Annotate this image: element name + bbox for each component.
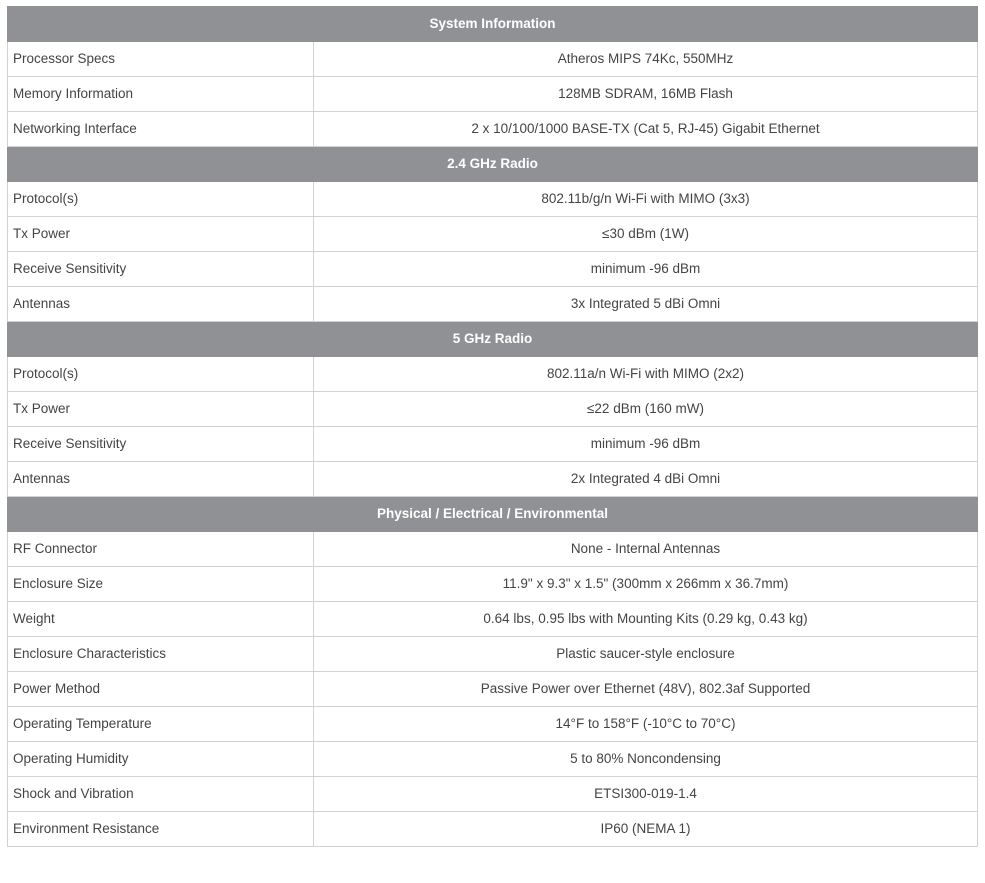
spec-value: 2x Integrated 4 dBi Omni: [314, 462, 978, 497]
table-row: [8, 77, 978, 112]
table-row: [8, 742, 978, 777]
spec-value: ≤30 dBm (1W): [314, 217, 978, 252]
section-title: 2.4 GHz Radio: [8, 147, 978, 182]
spec-label: Receive Sensitivity: [8, 427, 314, 462]
spec-value: 11.9" x 9.3" x 1.5" (300mm x 266mm x 36.7mm): [314, 567, 978, 602]
spec-label: Networking Interface: [8, 112, 314, 147]
spec-value: 802.11a/n Wi-Fi with MIMO (2x2): [314, 357, 978, 392]
spec-value: 5 to 80% Noncondensing: [314, 742, 978, 777]
section-header-row: [8, 7, 978, 42]
spec-value: 14°F to 158°F (-10°C to 70°C): [314, 707, 978, 742]
table-row: [8, 392, 978, 427]
table-row: [8, 637, 978, 672]
spec-value: 0.64 lbs, 0.95 lbs with Mounting Kits (0.29 kg, 0.43 kg): [314, 602, 978, 637]
spec-value: Atheros MIPS 74Kc, 550MHz: [314, 42, 978, 77]
spec-label: Operating Humidity: [8, 742, 314, 777]
table-row: [8, 182, 978, 217]
spec-value: 3x Integrated 5 dBi Omni: [314, 287, 978, 322]
spec-label: Power Method: [8, 672, 314, 707]
section-header-row: [8, 497, 978, 532]
spec-value: None - Internal Antennas: [314, 532, 978, 567]
table-row: [8, 462, 978, 497]
spec-label: Antennas: [8, 462, 314, 497]
section-header-row: [8, 147, 978, 182]
spec-label: Shock and Vibration: [8, 777, 314, 812]
spec-value: 2 x 10/100/1000 BASE-TX (Cat 5, RJ-45) Gigabit Ethernet: [314, 112, 978, 147]
spec-label: Processor Specs: [8, 42, 314, 77]
table-row: [8, 252, 978, 287]
table-row: [8, 672, 978, 707]
spec-label: Tx Power: [8, 392, 314, 427]
table-row: [8, 42, 978, 77]
table-row: [8, 112, 978, 147]
spec-label: Operating Temperature: [8, 707, 314, 742]
spec-value: ETSI300-019-1.4: [314, 777, 978, 812]
spec-table-body: [8, 7, 978, 847]
spec-label: Enclosure Size: [8, 567, 314, 602]
table-row: [8, 532, 978, 567]
table-row: [8, 357, 978, 392]
section-header-row: [8, 322, 978, 357]
spec-label: Enclosure Characteristics: [8, 637, 314, 672]
spec-label: Memory Information: [8, 77, 314, 112]
spec-label: Protocol(s): [8, 357, 314, 392]
spec-value: Plastic saucer-style enclosure: [314, 637, 978, 672]
table-row: [8, 567, 978, 602]
table-row: [8, 602, 978, 637]
spec-value: Passive Power over Ethernet (48V), 802.3af Supported: [314, 672, 978, 707]
section-title: System Information: [8, 7, 978, 42]
spec-table: [7, 6, 978, 847]
table-row: [8, 427, 978, 462]
spec-label: Receive Sensitivity: [8, 252, 314, 287]
section-title: Physical / Electrical / Environmental: [8, 497, 978, 532]
spec-value: IP60 (NEMA 1): [314, 812, 978, 847]
spec-value: 128MB SDRAM, 16MB Flash: [314, 77, 978, 112]
table-row: [8, 217, 978, 252]
spec-label: Protocol(s): [8, 182, 314, 217]
spec-label: Environment Resistance: [8, 812, 314, 847]
table-row: [8, 812, 978, 847]
spec-label: Tx Power: [8, 217, 314, 252]
spec-label: RF Connector: [8, 532, 314, 567]
table-row: [8, 777, 978, 812]
spec-value: 802.11b/g/n Wi-Fi with MIMO (3x3): [314, 182, 978, 217]
spec-value: minimum -96 dBm: [314, 427, 978, 462]
section-title: 5 GHz Radio: [8, 322, 978, 357]
table-row: [8, 287, 978, 322]
spec-value: minimum -96 dBm: [314, 252, 978, 287]
spec-label: Weight: [8, 602, 314, 637]
spec-label: Antennas: [8, 287, 314, 322]
spec-value: ≤22 dBm (160 mW): [314, 392, 978, 427]
table-row: [8, 707, 978, 742]
